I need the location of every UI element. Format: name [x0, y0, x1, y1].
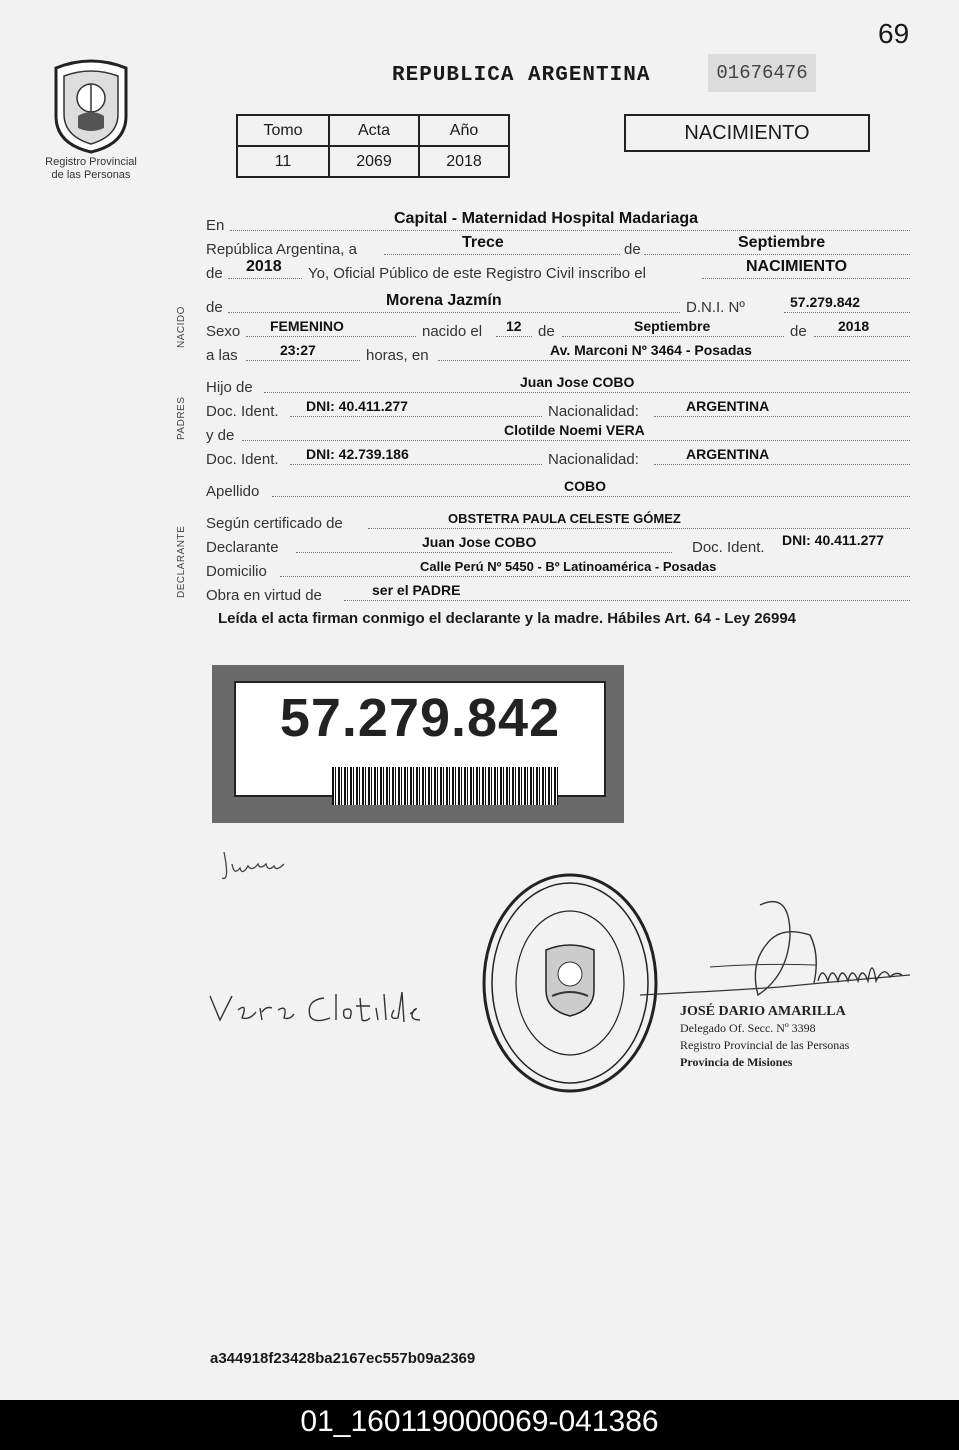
value-acta: 2069 — [329, 146, 419, 177]
nacido-el-label: nacido el — [422, 323, 483, 340]
declarant-doc-label: Doc. Ident. — [692, 539, 765, 556]
day-word-value: Trece — [462, 234, 504, 251]
record-type-box: NACIMIENTO — [624, 114, 870, 152]
row-mother — [206, 422, 910, 444]
nacionalidad-label: Nacionalidad: — [548, 451, 639, 468]
register-table-value-row — [237, 146, 509, 177]
de-label: de — [790, 323, 807, 340]
event-value: NACIMIENTO — [746, 258, 848, 275]
mother-doc-value: DNI: 42.739.186 — [306, 446, 409, 462]
name-value: Morena Jazmín — [386, 292, 502, 309]
registry-label-line1: Registro Provincial — [45, 156, 137, 168]
document-hash: a344918f23428ba2167ec557b09a2369 — [210, 1350, 476, 1367]
dotted-line — [814, 336, 910, 337]
birth-place-value: Av. Marconi Nº 3464 - Posadas — [550, 342, 752, 358]
signer-office: Registro Provincial de las Personas — [680, 1038, 850, 1052]
row-certificate — [206, 510, 910, 532]
dotted-line — [264, 392, 910, 393]
header-ano: Año — [419, 115, 509, 146]
dotted-line — [654, 416, 910, 417]
dotted-line — [246, 360, 360, 361]
side-label-declarante: DECLARANTE — [176, 525, 187, 598]
dni-sticker-label — [234, 681, 606, 797]
declarant-value: Juan Jose COBO — [422, 534, 537, 550]
legal-note: Leída el acta firman conmigo el declarante y la madre. Hábiles Art. 64 - Ley 26994 — [218, 610, 797, 627]
row-address — [206, 558, 910, 580]
de-label: de — [538, 323, 555, 340]
barcode — [332, 767, 558, 805]
declarante-label: Declarante — [206, 539, 279, 556]
de-label: de — [206, 299, 223, 316]
mother-name-value: Clotilde Noemi VERA — [504, 422, 645, 438]
dotted-line — [290, 416, 542, 417]
header-tomo: Tomo — [237, 115, 329, 146]
dotted-line — [290, 464, 542, 465]
dotted-line — [368, 528, 910, 529]
row-capacity — [206, 582, 910, 604]
official-stamp-seal — [480, 870, 660, 1096]
dotted-line — [438, 360, 910, 361]
doc-ident-label: Doc. Ident. — [206, 403, 279, 420]
y-de-label: y de — [206, 427, 235, 444]
month-value: Septiembre — [738, 234, 826, 251]
capacity-value: ser el PADRE — [372, 582, 461, 598]
dni-sticker-number: 57.279.842 — [279, 688, 561, 748]
dotted-line — [296, 552, 672, 553]
dni-value: 57.279.842 — [790, 294, 861, 310]
dotted-line — [702, 278, 910, 279]
domicilio-label: Domicilio — [206, 563, 267, 580]
sex-value: FEMENINO — [270, 318, 344, 334]
register-table — [236, 114, 510, 178]
obra-label: Obra en virtud de — [206, 587, 322, 604]
dotted-line — [228, 312, 680, 313]
row-surname — [206, 478, 910, 500]
header-acta: Acta — [329, 115, 419, 146]
dotted-line — [562, 336, 784, 337]
row-place — [206, 212, 910, 234]
surname-value: COBO — [564, 478, 606, 494]
dotted-line — [272, 496, 910, 497]
address-value: Calle Perú Nº 5450 - Bº Latinoamérica - Posadas — [420, 559, 717, 574]
signer-role: Delegado Of. Secc. Nº 3398 — [680, 1021, 816, 1035]
register-table-header-row — [237, 115, 509, 146]
dotted-line — [784, 312, 910, 313]
dotted-line — [496, 336, 532, 337]
row-date — [206, 236, 910, 258]
province-coat-of-arms-logo — [48, 58, 134, 154]
dotted-line — [228, 278, 302, 279]
row-time-place — [206, 342, 910, 364]
value-tomo: 11 — [237, 146, 329, 177]
dotted-line — [384, 254, 620, 255]
row-year — [206, 260, 910, 282]
row-mother-doc — [206, 446, 910, 468]
dni-label: D.N.I. Nº — [686, 299, 745, 316]
certificate-value: OBSTETRA PAULA CELESTE GÓMEZ — [448, 511, 681, 526]
side-label-padres: PADRES — [176, 396, 187, 440]
hijo-de-label: Hijo de — [206, 379, 253, 396]
row-father — [206, 374, 910, 396]
registry-label-line2: de las Personas — [51, 169, 131, 181]
dni-sticker — [212, 665, 624, 823]
document-title: REPUBLICA ARGENTINA — [392, 64, 651, 87]
father-doc-value: DNI: 40.411.277 — [306, 398, 408, 414]
apellido-label: Apellido — [206, 483, 260, 500]
signer-province: Provincia de Misiones — [680, 1055, 793, 1069]
a-las-label: a las — [206, 347, 238, 364]
declarant-doc-value: DNI: 40.411.277 — [782, 532, 884, 548]
signer-name: JOSÉ DARIO AMARILLA — [680, 1004, 846, 1019]
republica-label: República Argentina, a — [206, 241, 357, 258]
sexo-label: Sexo — [206, 323, 241, 340]
dotted-line — [644, 254, 910, 255]
value-ano: 2018 — [419, 146, 509, 177]
de-label: de — [206, 265, 223, 282]
handwritten-signature-juan — [218, 842, 308, 886]
birth-year-value: 2018 — [838, 318, 870, 334]
row-declarant — [206, 534, 910, 556]
yo-label: Yo, Oficial Público de este Registro Civil inscribo el — [308, 265, 646, 282]
doc-ident-label: Doc. Ident. — [206, 451, 279, 468]
footer-id-bar: 01_160119000069-041386 — [0, 1400, 959, 1450]
side-label-nacido: NACIDO — [176, 306, 187, 348]
signer-block — [680, 1003, 880, 1071]
dotted-line — [654, 464, 910, 465]
dotted-line — [344, 600, 910, 601]
birth-day-value: 12 — [506, 318, 522, 334]
birth-time-value: 23:27 — [280, 342, 316, 358]
dotted-line — [280, 576, 910, 577]
registry-label — [30, 156, 152, 182]
year-value: 2018 — [246, 258, 282, 275]
page-number: 69 — [878, 18, 910, 49]
row-father-doc — [206, 398, 910, 420]
mother-nationality-value: ARGENTINA — [686, 446, 770, 462]
row-name — [206, 294, 910, 316]
father-nationality-value: ARGENTINA — [686, 398, 770, 414]
horas-en-label: horas, en — [366, 347, 429, 364]
segun-certificado-label: Según certificado de — [206, 515, 343, 532]
dotted-line — [230, 230, 910, 231]
de-label: de — [624, 241, 641, 258]
father-name-value: Juan Jose COBO — [520, 374, 635, 390]
row-sex-birth — [206, 318, 910, 340]
birth-month-value: Septiembre — [634, 318, 711, 334]
handwritten-signature-vera-clotilde — [206, 988, 456, 1032]
nacionalidad-label: Nacionalidad: — [548, 403, 639, 420]
official-signature — [640, 895, 920, 1015]
dotted-line — [246, 336, 416, 337]
en-label: En — [206, 217, 225, 234]
serial-number: 01676476 — [708, 54, 816, 92]
place-value: Capital - Maternidad Hospital Madariaga — [394, 210, 699, 227]
dotted-line — [242, 440, 910, 441]
